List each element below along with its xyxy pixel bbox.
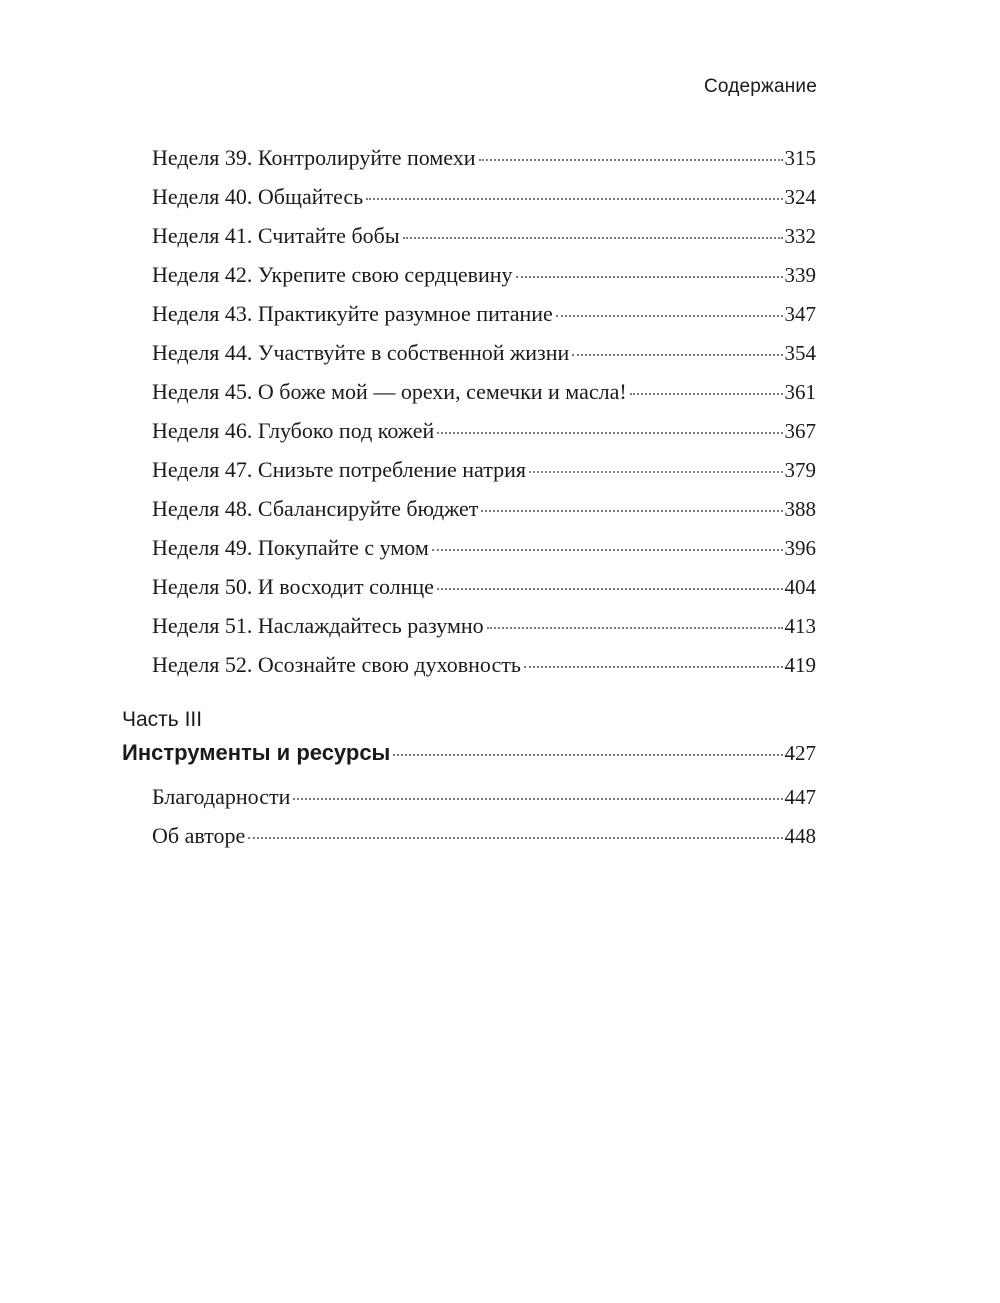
toc-entry-page: 388 <box>784 497 816 521</box>
dot-leader <box>524 666 783 668</box>
dot-leader <box>403 237 783 239</box>
toc-entry-week-44[interactable] <box>152 340 816 370</box>
toc-entry-week-41[interactable] <box>152 223 816 253</box>
toc-entry-week-47[interactable] <box>152 457 816 487</box>
dot-leader <box>293 798 782 800</box>
toc-entry-title: Неделя 52. Осознайте свою духовность <box>152 652 521 677</box>
toc-entry-title: Неделя 49. Покупайте с умом <box>152 535 429 560</box>
toc-entry-page: 419 <box>784 653 816 677</box>
toc-entry-week-42[interactable] <box>152 262 816 292</box>
toc-entry-week-50[interactable] <box>152 574 816 604</box>
toc-entry-title: Неделя 46. Глубоко под кожей <box>152 418 435 443</box>
toc-entry-title: Неделя 39. Контролируйте помехи <box>152 145 476 170</box>
toc-entry-week-40[interactable] <box>152 184 816 214</box>
toc-entry-page: 447 <box>784 785 816 809</box>
toc-entry-week-45[interactable] <box>152 379 816 409</box>
toc-entry-page: 413 <box>784 614 816 638</box>
toc-entry-title: Неделя 41. Считайте бобы <box>152 223 400 248</box>
dot-leader <box>481 510 782 512</box>
toc-entry-page: 347 <box>784 302 816 326</box>
toc-entry-page: 404 <box>784 575 816 599</box>
dot-leader <box>479 159 783 161</box>
toc-entry-week-51[interactable] <box>152 613 816 643</box>
toc-entry-title: Неделя 51. Наслаждайтесь разумно <box>152 613 484 638</box>
toc-entry-title: Неделя 44. Участвуйте в собственной жизни <box>152 340 570 365</box>
toc-entry-title: Неделя 45. О боже мой — орехи, семечки и масла! <box>152 379 627 404</box>
dot-leader <box>516 276 783 278</box>
dot-leader <box>437 588 783 590</box>
toc-entry-title: Благодарности <box>152 784 291 809</box>
toc-entry-page: 427 <box>784 741 816 765</box>
toc-entry-title: Неделя 50. И восходит солнце <box>152 574 434 599</box>
toc-entry-title: Неделя 42. Укрепите свою сердцевину <box>152 262 513 287</box>
toc-entry-title: Неделя 43. Практикуйте разумное питание <box>152 301 553 326</box>
toc-entry-page: 339 <box>784 263 816 287</box>
toc-entry-page: 379 <box>784 458 816 482</box>
toc-entry-week-39[interactable] <box>152 145 816 175</box>
dot-leader <box>529 471 783 473</box>
dot-leader <box>572 354 782 356</box>
toc-entry-week-43[interactable] <box>152 301 816 331</box>
toc-entry-title: Неделя 40. Общайтесь <box>152 184 364 209</box>
toc-entry-page: 324 <box>784 185 816 209</box>
toc-entry-week-49[interactable] <box>152 535 816 565</box>
dot-leader <box>432 549 783 551</box>
dot-leader <box>556 315 783 317</box>
toc-entry-title: Неделя 48. Сбалансируйте бюджет <box>152 496 479 521</box>
toc-entry-page: 315 <box>784 146 816 170</box>
toc-entry-part-3[interactable] <box>122 740 816 770</box>
toc-entry-page: 354 <box>784 341 816 365</box>
toc-entry-about-author[interactable] <box>152 823 816 853</box>
toc-entry-week-52[interactable] <box>152 652 816 682</box>
part-label: Часть III <box>122 708 203 731</box>
toc-entry-title: Неделя 47. Снизьте потребление натрия <box>152 457 526 482</box>
dot-leader <box>366 198 782 200</box>
running-head: Содержание <box>703 76 817 97</box>
dot-leader <box>630 393 783 395</box>
toc-entry-title: Об авторе <box>152 823 246 848</box>
toc-entry-page: 448 <box>784 824 816 848</box>
dot-leader <box>487 627 783 629</box>
toc-entry-page: 367 <box>784 419 816 443</box>
dot-leader <box>393 754 782 756</box>
dot-leader <box>248 837 782 839</box>
toc-entry-week-48[interactable] <box>152 496 816 526</box>
toc-entry-page: 396 <box>784 536 816 560</box>
part-title: Инструменты и ресурсы <box>122 740 391 765</box>
toc-entry-acknowledgements[interactable] <box>152 784 816 814</box>
dot-leader <box>437 432 782 434</box>
toc-entry-week-46[interactable] <box>152 418 816 448</box>
toc-entry-page: 332 <box>784 224 816 248</box>
toc-entry-page: 361 <box>784 380 816 404</box>
